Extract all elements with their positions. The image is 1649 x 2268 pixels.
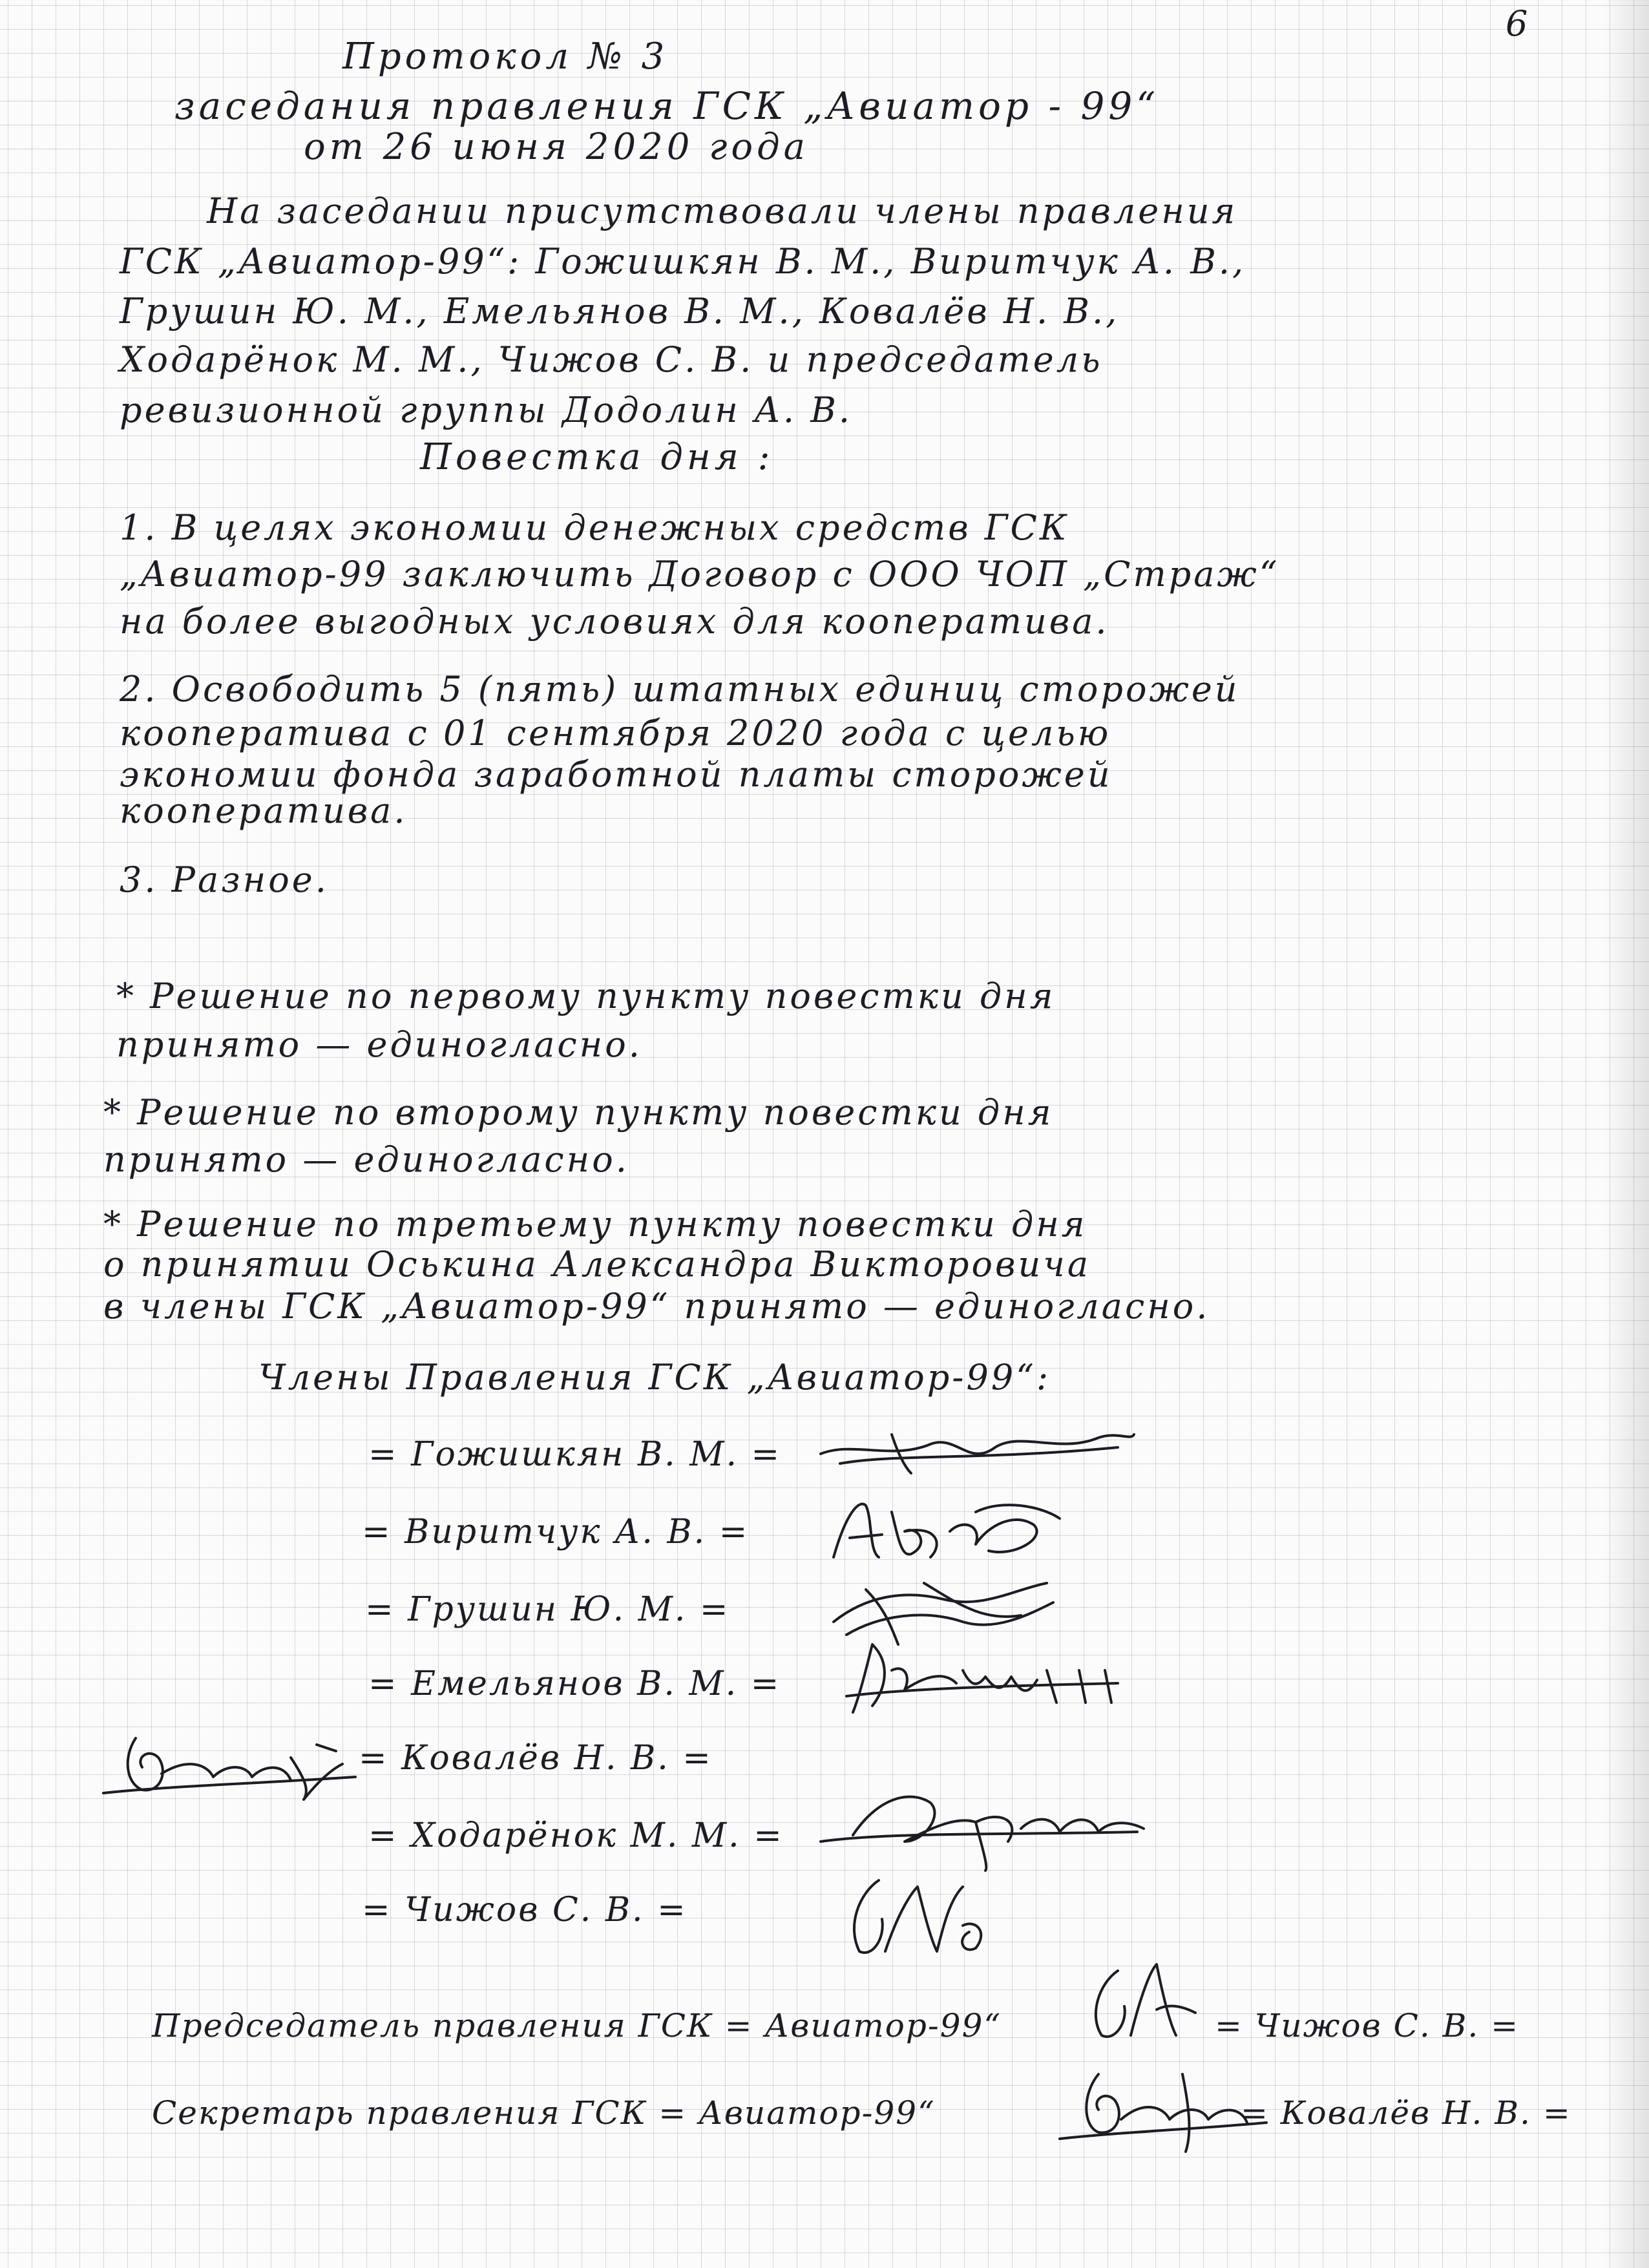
chairman-label: Председатель правления ГСК = Авиатор-99“	[152, 2007, 1002, 2044]
agenda-item-line: экономии фонда заработной платы сторожей	[120, 754, 1113, 795]
decision-line: в члены ГСК „Авиатор-99“ принято — единогласно.	[103, 1286, 1210, 1327]
signature-secretary	[1053, 2048, 1273, 2158]
decision-line: о принятии Оськина Александра Викторовича	[103, 1244, 1091, 1285]
agenda-item-line: на более выгодных условиях для кооператива.	[120, 601, 1109, 642]
attendance-line: Грушин Ю. М., Емельянов В. М., Ковалёв Н. В.,	[120, 291, 1120, 331]
secretary-label: Секретарь правления ГСК = Авиатор-99“	[152, 2094, 936, 2132]
decision-line: * Решение по третьему пункту повестки дня	[103, 1204, 1087, 1244]
decision-line: * Решение по второму пункту повестки дня	[103, 1092, 1054, 1133]
agenda-item-line: 1. В целях экономии денежных средств ГСК	[120, 507, 1069, 548]
member-row: = Грушин Ю. М. =	[365, 1590, 730, 1629]
signature-kovalev-left	[97, 1719, 368, 1809]
attendance-line: На заседании присутствовали члены правления	[207, 191, 1238, 231]
agenda-item-line: кооператива.	[120, 790, 408, 831]
agenda-item-line: кооператива с 01 сентября 2020 года с целью	[120, 713, 1111, 753]
signature-khodarenok	[814, 1770, 1150, 1874]
protocol-subtitle: заседания правления ГСК „Авиатор - 99“	[174, 84, 1159, 128]
attendance-line: ревизионной группы Додолин А. В.	[120, 390, 853, 430]
signature-chizhov	[834, 1861, 1002, 1971]
decision-line: * Решение по первому пункту повестки дня	[116, 976, 1056, 1016]
member-row: = Чижов С. В. =	[362, 1891, 688, 1929]
members-heading: Члены Правления ГСК „Авиатор-99“:	[258, 1357, 1051, 1398]
protocol-title: Протокол № 3	[342, 36, 669, 78]
signature-chairman	[1073, 1945, 1202, 2055]
member-row: = Гожишкян В. М. =	[368, 1435, 782, 1474]
page-number: 6	[1506, 3, 1528, 44]
agenda-item-line: „Авиатор-99 заключить Договор с ООО ЧОП „Страж“	[120, 554, 1280, 594]
signature-gozhishkyan	[814, 1415, 1137, 1486]
chairman-name: = Чижов С. В. =	[1215, 2007, 1520, 2044]
attendance-line: ГСК „Авиатор-99“: Гожишкян В. М., Виритчук А. В.,	[120, 241, 1246, 282]
protocol-date: от 26 июня 2020 года	[304, 126, 810, 168]
agenda-item-line: 2. Освободить 5 (пять) штатных единиц сторожей	[120, 669, 1240, 709]
secretary-name: = Ковалёв Н. В. =	[1241, 2094, 1571, 2132]
decision-line: принято — единогласно.	[116, 1024, 642, 1065]
member-row: = Емельянов В. М. =	[368, 1664, 781, 1703]
agenda-item-line: 3. Разное.	[120, 859, 329, 900]
signature-emelyanov	[834, 1632, 1131, 1722]
attendance-line: Ходарёнок М. М., Чижов С. В. и председатель	[120, 339, 1103, 380]
member-row: = Ковалёв Н. В. =	[359, 1739, 713, 1778]
page-edge-shadow	[1604, 0, 1649, 2268]
member-row: = Ходарёнок М. М. =	[368, 1816, 784, 1855]
signature-viritchuk	[821, 1486, 1066, 1577]
agenda-title: Повестка дня :	[420, 436, 774, 478]
decision-line: принято — единогласно.	[103, 1139, 629, 1180]
member-row: = Виритчук А. В. =	[362, 1513, 750, 1551]
